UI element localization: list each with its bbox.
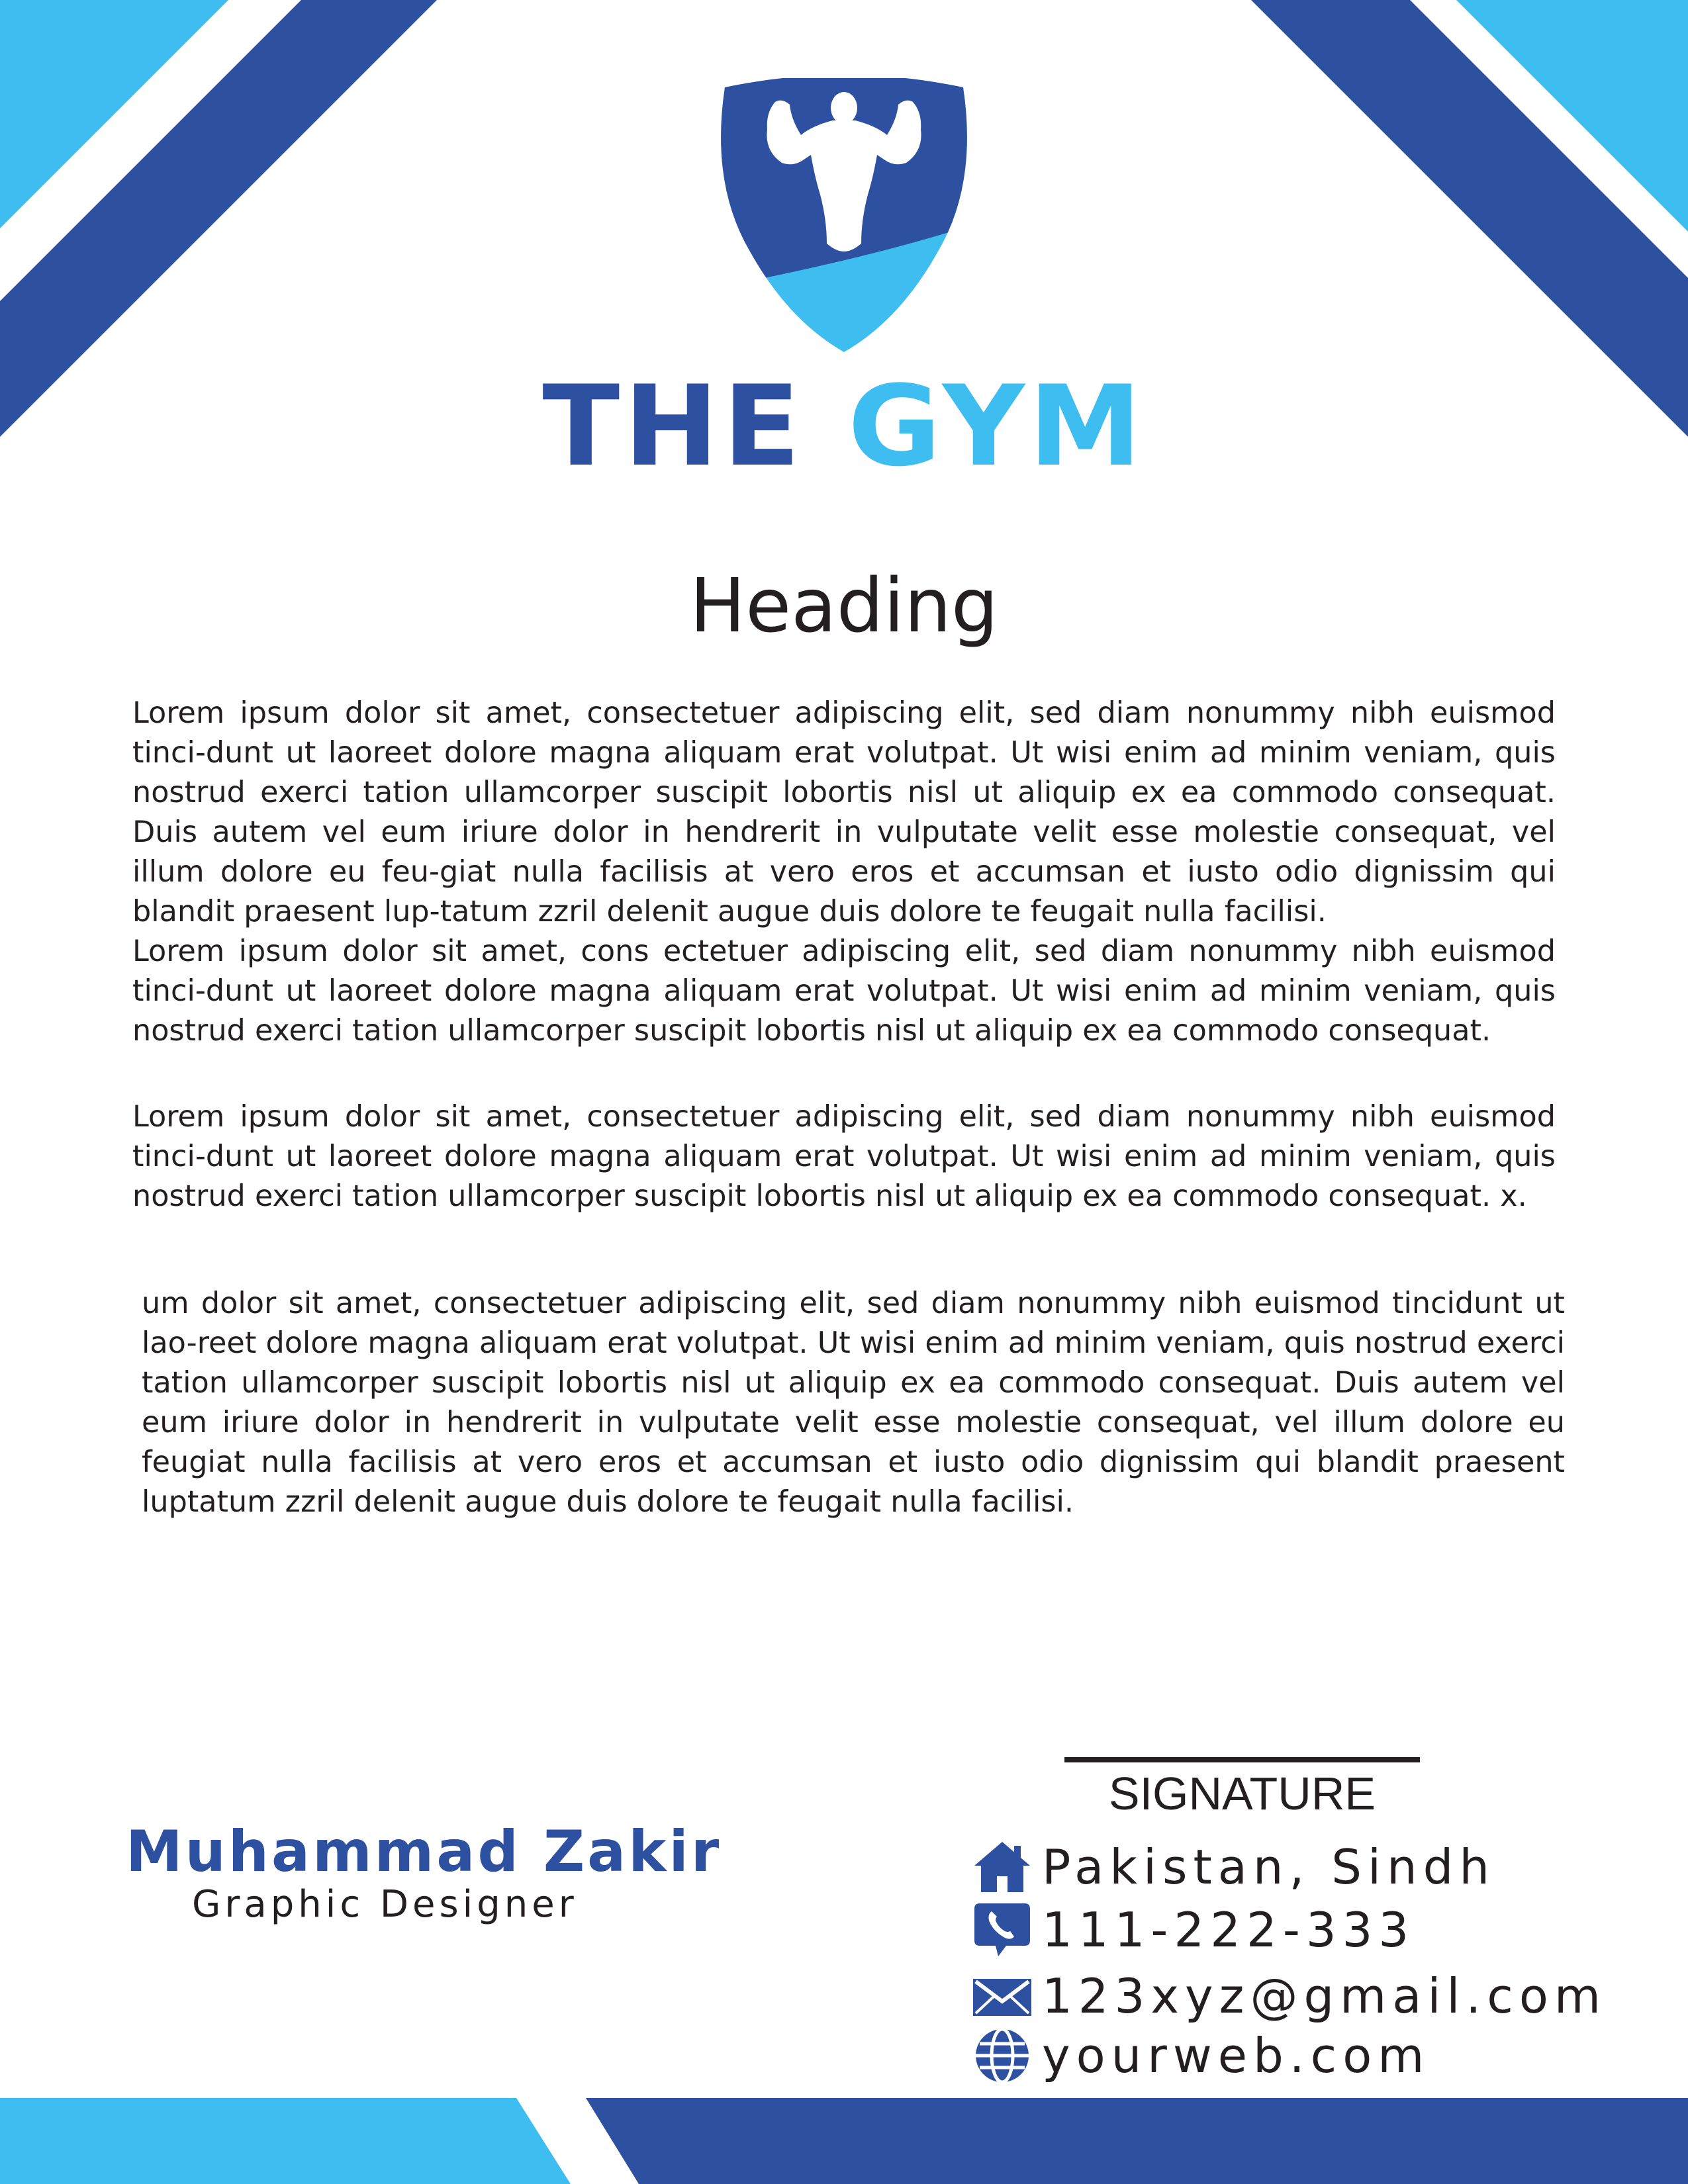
mail-icon xyxy=(972,1966,1033,2026)
body-paragraph-1 xyxy=(132,694,1556,1051)
signature-label: SIGNATURE xyxy=(1108,1768,1376,1819)
paragraph-text: Lorem ipsum dolor sit amet, consectetuer adipiscing elit, sed diam nonummy nibh euismod tinci-dunt ut laoreet dolore magna aliquam erat volutpat. Ut wisi enim ad minim veniam, quis nostrud exerci tation ullamcorper suscipit lobortis nisl ut aliquip ex ea commodo consequat. Duis autem vel eum iriure dolor in hendrerit in vulputate velit esse molestie consequat, vel illum dolore eu feu-giat nulla facilisis at vero eros et accumsan et iusto odio dignissim qui blandit praesent lup-tatum zzril delenit augue duis dolore te feugait nulla facilisi. Lorem ipsum dolor sit amet, cons ectetuer adipiscing elit, sed diam nonummy nibh euismod tinci-dunt ut laoreet dolore magna aliquam erat volutpat. Ut wisi enim ad minim veniam, quis nostrud exerci tation ullamcorper suscipit lobortis nisl ut aliquip ex ea commodo consequat. xyxy=(132,696,1556,1048)
person-name: Muhammad Zakir xyxy=(126,1819,722,1885)
paragraph-text: um dolor sit amet, consectetuer adipiscing elit, sed diam nonummy nibh euismod tincidunt ut lao-reet dolore magna aliquam erat volutpat. Ut wisi enim ad minim veniam, quis nostrud exerci tation ullamcorper suscipit lobortis nisl ut aliquip ex ea commodo consequat. Duis autem vel eum iriure dolor in hendrerit in vulputate velit esse molestie consequat, vel illum dolore eu feugiat nulla facilisis at vero eros et accumsan et iusto odio dignissim qui blandit praesent luptatum zzril delenit augue duis dolore te feugait nulla facilisi. xyxy=(142,1287,1565,1519)
contact-email xyxy=(972,1966,1607,2026)
phone-icon xyxy=(972,1899,1033,1960)
paragraph-text: Lorem ipsum dolor sit amet, consectetuer adipiscing elit, sed diam nonummy nibh euismod tinci-dunt ut laoreet dolore magna aliquam erat volutpat. Ut wisi enim ad minim veniam, quis nostrud exerci tation ullamcorper suscipit lobortis nisl ut aliquip ex ea commodo consequat. x. xyxy=(132,1100,1556,1213)
brand-logo-text xyxy=(0,361,1688,491)
body-paragraph-2 xyxy=(132,1097,1556,1216)
body-paragraph-3 xyxy=(142,1284,1565,1522)
bottom-left-light-bar xyxy=(0,2098,571,2184)
contact-phone-text: 111-222-333 xyxy=(1042,1902,1415,1958)
contact-email-text: 123xyz@gmail.com xyxy=(1042,1968,1607,2024)
brand-word-gym: GYM xyxy=(847,361,1146,491)
globe-icon xyxy=(972,2025,1033,2086)
home-icon xyxy=(972,1837,1033,1897)
contact-address-text: Pakistan, Sindh xyxy=(1042,1839,1495,1895)
contact-website xyxy=(972,2025,1430,2086)
brand-word-the: THE xyxy=(542,361,805,491)
page-heading: Heading xyxy=(689,563,999,649)
person-role: Graphic Designer xyxy=(192,1883,578,1926)
bodybuilder-shield-icon xyxy=(712,78,976,356)
contact-phone xyxy=(972,1899,1415,1960)
contact-address xyxy=(972,1837,1495,1897)
signature-line xyxy=(1064,1757,1420,1762)
contact-website-text: yourweb.com xyxy=(1042,2028,1430,2083)
bottom-right-dark-bar xyxy=(586,2098,1688,2184)
